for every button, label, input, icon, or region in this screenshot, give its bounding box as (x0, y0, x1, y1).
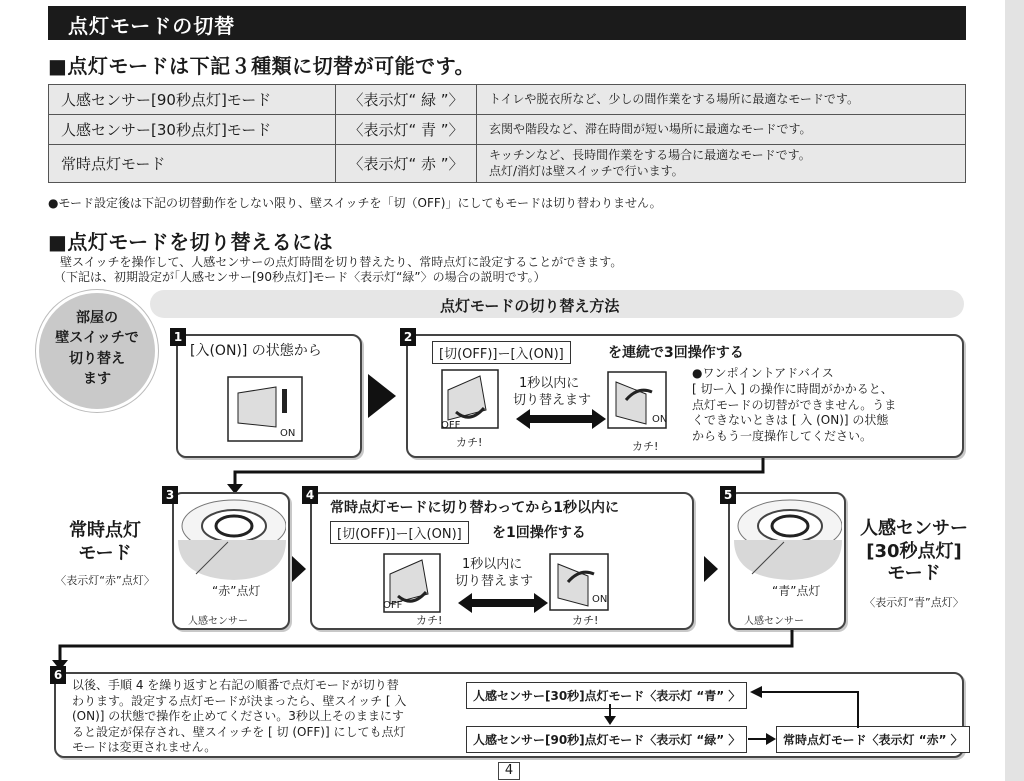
step3-sensor-label: 人感センサー (188, 616, 248, 627)
arrow-right-icon (368, 374, 396, 418)
arrow-right-icon (704, 556, 718, 582)
intro-text: 壁スイッチを操作して、人感センサーの点灯時間を切り替えたり、常時点灯に設定することができます。 (60, 255, 623, 269)
double-arrow-icon (458, 592, 548, 614)
step4-off-label: OFF (383, 600, 403, 611)
step3-indicator: 〈表示灯“赤”点灯〉 (55, 574, 155, 587)
mode-desc-line: 点灯/消灯は壁スイッチで行います。 (489, 163, 684, 178)
double-arrow-icon (516, 408, 606, 430)
badge-line: 部屋の (76, 310, 118, 326)
mode-indicator: 〈表示灯“ 赤 ”〉 (336, 145, 477, 183)
mode-indicator: 〈表示灯“ 青 ”〉 (336, 115, 477, 145)
mode-name: 人感センサー[90秒点灯]モード (49, 85, 336, 115)
mode-desc (477, 145, 966, 183)
page-edge (1005, 0, 1024, 781)
sequence-30s-mode: 人感センサー[30秒]点灯モード〈表示灯 “青” 〉 (466, 682, 747, 709)
table-row (49, 115, 966, 145)
ceiling-light-icon (732, 496, 842, 582)
step6-number: 6 (50, 666, 66, 684)
badge-line: ます (83, 370, 111, 387)
advice-line: からもう一度操作してください。 (692, 428, 873, 443)
mode-desc: 玄関や階段など、滞在時間が短い場所に最適なモードです。 (477, 115, 966, 145)
step4-text-2: を1回操作する (492, 525, 586, 541)
step1-text: [入(ON)] の状態から (190, 343, 322, 359)
step2-text: を連続で3回操作する (608, 345, 744, 361)
advice-line: 点灯モードの切替ができません。うま (692, 397, 897, 412)
badge-line: 切り替え (69, 350, 125, 367)
step1-number: 1 (170, 328, 186, 346)
step4-number: 4 (302, 486, 318, 504)
advice-line: [ 切ー入 ] の操作に時間がかかると、 (692, 382, 893, 396)
step2-within-2: 切り替えます (513, 393, 592, 408)
step5-mode-title (852, 518, 976, 586)
section-header: 点灯モードの切替 (48, 6, 966, 40)
step3-lamp-label: “赤”点灯 (212, 584, 261, 598)
step2-off-label: OFF (441, 420, 461, 431)
mode-title-line: モード (887, 563, 941, 584)
step2-click-b: カチ! (632, 440, 659, 453)
step2-click-a: カチ! (456, 436, 483, 449)
step3-number: 3 (162, 486, 178, 504)
advice-line: くできないときは [ 入 (ON)] の状態 (692, 413, 889, 428)
step6-line: ると設定が保存され、壁スイッチを [ 切 (OFF)] にしても点灯 (72, 724, 406, 739)
step5-sensor-label: 人感センサー (744, 616, 804, 627)
advice-text (692, 382, 896, 444)
step4-on-label: ON (592, 594, 608, 605)
step5-lamp-label: “青”点灯 (772, 584, 821, 598)
mode-title-line: モード (78, 542, 132, 564)
mode-title-line: 常時点灯 (69, 520, 141, 541)
arrow-right-icon (748, 730, 778, 748)
sequence-always-on-mode: 常時点灯モード〈表示灯 “赤” 〉 (776, 726, 970, 753)
step4-click-a: カチ! (416, 614, 443, 627)
step6-line: 以後、手順 4 を繰り返すと右記の順番で点灯モードが切り替 (72, 678, 399, 692)
step2-on-label: ON (652, 414, 668, 425)
return-arrow-icon (746, 682, 866, 732)
method-title: 点灯モードの切り替え方法 (440, 297, 620, 315)
mode-title-line: [30秒点灯] (866, 540, 962, 562)
mode-name: 人感センサー[30秒点灯]モード (49, 115, 336, 145)
heading-mode-types: ■点灯モードは下記３種類に切替が可能です。 (48, 54, 475, 78)
heading-how-to-switch: ■点灯モードを切り替えるには (48, 230, 334, 254)
step4-text-1: 常時点灯モードに切り替わってから1秒以内に (330, 500, 620, 516)
step5-indicator: 〈表示灯“青”点灯〉 (864, 596, 964, 609)
step4-operation: [切(OFF)]ー[入(ON)] (330, 521, 469, 544)
connector-arrow-icon (48, 630, 794, 672)
table-row (49, 145, 966, 183)
mode-desc: トイレや脱衣所など、少しの間作業をする場所に最適なモードです。 (477, 85, 966, 115)
mode-title-line: 人感センサー (860, 518, 968, 539)
step3-mode-title (50, 520, 160, 565)
sequence-90s-mode: 人感センサー[90秒]点灯モード〈表示灯 “緑” 〉 (466, 726, 747, 753)
step2-number: 2 (400, 328, 416, 346)
step1-on-label: ON (280, 428, 296, 439)
step4-within-2: 切り替えます (455, 574, 534, 589)
mode-note: ●モード設定後は下記の切替動作をしない限り、壁スイッチを「切（OFF)」にしてもモードは切り替わりません。 (48, 196, 662, 210)
step6-text (72, 678, 406, 756)
badge-line: 壁スイッチで (55, 330, 139, 347)
ceiling-light-icon (176, 496, 286, 582)
mode-desc-line: キッチンなど、長時間作業をする場合に最適なモードです。 (489, 147, 811, 162)
page-number: 4 (498, 762, 520, 780)
step4-within-1: 1秒以内に (462, 557, 523, 572)
mode-name: 常時点灯モード (49, 145, 336, 183)
step2-operation: [切(OFF)]ー[入(ON)] (432, 341, 571, 364)
mode-indicator: 〈表示灯“ 緑 ”〉 (336, 85, 477, 115)
wall-switch-badge-text (36, 308, 158, 389)
step6-line: わります。設定する点灯モードが決まったら、壁スイッチ [ 入 (72, 693, 407, 708)
step4-click-b: カチ! (572, 614, 599, 627)
step5-number: 5 (720, 486, 736, 504)
arrow-right-icon (292, 556, 306, 582)
step6-line: モードは変更されません。 (72, 740, 217, 755)
table-row (49, 85, 966, 115)
mode-table (48, 84, 966, 183)
intro-note: （下記は、初期設定が｢人感センサー[90秒点灯]モード〈表示灯“緑”〉の場合の説明です。） (54, 270, 546, 284)
step6-line: (ON)] の状態で操作を止めてください。3秒以上そのままにす (72, 709, 404, 724)
step2-within-1: 1秒以内に (519, 376, 580, 391)
advice-title: ●ワンポイントアドバイス (692, 366, 834, 380)
arrow-down-icon (600, 704, 620, 726)
